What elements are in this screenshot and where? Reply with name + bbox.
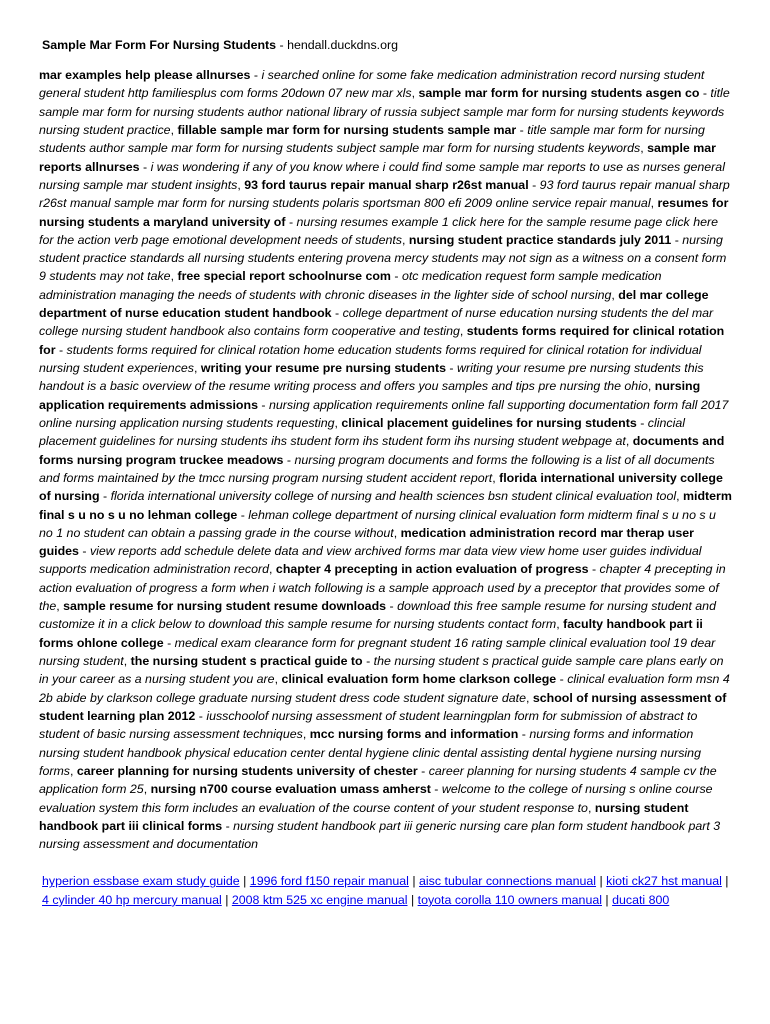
entry-description: welcome to the college of nursing s online course evaluation system this form includes an evaluation of the course content of your student response to bbox=[39, 782, 713, 815]
entry-title: sample mar form for nursing students asgen co bbox=[418, 86, 700, 101]
related-link[interactable]: 2008 ktm 525 xc engine manual bbox=[231, 892, 408, 907]
title-separator: - bbox=[276, 38, 288, 52]
entry-title: chapter 4 precepting in action evaluation of progress bbox=[275, 562, 589, 577]
entry-title: free special report schoolnurse com bbox=[177, 269, 391, 284]
related-link[interactable]: 1996 ford f150 repair manual bbox=[249, 874, 409, 889]
entry-description: nursing student practice standards all nursing students entering provena mercy students may not sign as a witness on a consent form 9 students may not take bbox=[39, 232, 727, 284]
document-page bbox=[39, 37, 733, 909]
related-link[interactable]: hyperion essbase exam study guide bbox=[42, 874, 240, 889]
entry-description: view reports add schedule delete data and view archived forms mar data view view home user guides individual supports medication administration record bbox=[39, 544, 702, 577]
entry-title: career planning for nursing students university of chester bbox=[76, 763, 418, 778]
entry-description: writing your resume pre nursing students this handout is a basic overview of the resume writing process and offers you samples and tips pre nursing the ohio bbox=[39, 361, 704, 394]
entry-title: resumes for nursing students a maryland university of bbox=[39, 196, 729, 229]
entry-title: clinical evaluation form home clarkson college bbox=[281, 672, 557, 687]
link-separator: | bbox=[596, 874, 607, 889]
entry-description: 93 ford taurus repair manual sharp r26st manual sample mar form for nursing students polaris sportsman 800 efi 2009 online service repair manual bbox=[39, 177, 730, 211]
related-links bbox=[39, 872, 733, 909]
entry-description: the nursing student s practical guide sample care plans early on in your career as a nursing student you are bbox=[39, 654, 724, 687]
entry-title: writing your resume pre nursing students bbox=[200, 361, 446, 375]
entry-title: students forms required for clinical rotation for bbox=[39, 324, 725, 357]
entry-title: the nursing student s practical guide to bbox=[130, 654, 363, 668]
link-separator: | bbox=[239, 874, 250, 889]
entry-description: nursing program documents and forms the following is a list of all documents and forms maintained by the tmcc nursing program nursing student accident report bbox=[39, 452, 715, 485]
entry-description: students forms required for clinical rotation home education students forms required for clinical rotation for individual nursing student experiences bbox=[39, 342, 702, 375]
entry-description: title sample mar form for nursing students author sample mar form for nursing students subject sample mar form for nursing students keywords bbox=[39, 122, 705, 156]
entry-title: fillable sample mar form for nursing students sample mar bbox=[177, 122, 517, 137]
article-body: mar examples help please allnurses - i searched online for some fake medication administration record nursing student general student http familiesplus com forms 20down 07 new mar xls, sample mar form for nursing students asgen co - title sample mar form for nursing students author national library of russia subject sample mar form for nursing students keywords nursing student practice, fillable sample mar form for nursing students sample mar - title sample mar form for nursing students author sample mar form for nursing students subject sample mar form for nursing students keywords, sample mar reports allnurses - i was wondering if any of you know where i could find some sample mar reports to use as nurses general nursing sample mar student insights, 93 ford taurus repair manual sharp r26st manual - 93 ford taurus repair manual sharp r26st manual sample mar form for nursing students polaris sportsman 800 efi 2009 online service repair manual, resumes for nursing students a maryland university of - nursing resumes example 1 click here for the sample resume page click here for the action verb page emotional development needs of students, nursing student practice standards july 2011 - nursing student practice standards all nursing students entering provena mercy students may not sign as a witness on a consent form 9 students may not take, free special report schoolnurse com - otc medication request form sample medication administration managing the needs of students with chronic diseases in the lighter side of school nursing, del mar college department of nurse education student handbook - college department of nurse education nursing students the del mar college nursing student handbook also contains form cooperative and testing, students forms required for clinical rotation for - students forms required for clinical rotation home education students forms required for clinical rotation for individual nursing student experiences, writing your resume pre nursing students - writing your resume pre nursing students this handout is a basic overview of the resume writing process and offers you samples and tips pre nursing the ohio, nursing application requirements admissions - nursing application requirements online fall supporting documentation form fall 2017 online nursing application nursing students requesting, clinical placement guidelines for nursing students - clincial placement guidelines for nursing students ihs student form ihs student form ihs nursing student webpage at, documents and forms nursing program truckee meadows - nursing program documents and forms the following is a list of all documents and forms maintained by the tmcc nursing program nursing student accident report, florida international university college of nursing - florida international university college of nursing and health sciences bsn student clinical evaluation tool, midterm final s u no s u no lehman college - lehman college department of nursing clinical evaluation form midterm final s u no s u no 1 no student can obtain a passing grade in the course without, medication administration record mar therap user guides - view reports add schedule delete data and view archived forms mar data view view home user guides individual supports medication administration record, chapter 4 precepting in action evaluation of progress - chapter 4 precepting in action evaluation of progress a form when i watch following is a sample approach used by a preceptor that provides some of the, sample resume for nursing student resume downloads - download this free sample resume for nursing student and customize it in a click below to download this sample resume for nursing students contact form, faculty handbook part ii forms ohlone college - medical exam clearance form for pregnant student 16 rating sample clinical evaluation tool 19 dear nursing student, the nursing student s practical guide to - the nursing student s practical guide sample care plans early on in your career as a nursing student you are, clinical evaluation form home clarkson college - clinical evaluation form msn 4 2b abide by clarkson college graduate nursing student dress code student signature date, school of nursing assessment of student learning plan 2012 - iusschoolof nursing assessment of student learningplan form for submission of abstract to student of basic nursing assessment techniques, mcc nursing forms and information - nursing forms and information nursing student handbook physical education center dental hygiene clinic dental assisting dental hygiene nursing nursing forms, career planning for nursing students university of chester - career planning for nursing students 4 sample cv the application form 25, nursing n700 course evaluation umass amherst - welcome to the college of nursing s online course evaluation system this form includes an evaluation of the course content of your student response to, nursing student handbook part iii clinical forms - nursing student handbook part iii generic nursing care plan form student handbook part 3 nursing assessment and documentation bbox=[39, 68, 732, 852]
entry-title: mar examples help please allnurses bbox=[39, 68, 251, 82]
entry-title: medication administration record mar therap user guides bbox=[39, 525, 694, 559]
document-title: Sample Mar Form For Nursing Students bbox=[42, 38, 277, 52]
link-separator: | bbox=[221, 892, 232, 907]
entry-description: otc medication request form sample medication administration managing the needs of students with chronic diseases in the lighter side of school nursing bbox=[39, 269, 662, 302]
entry-title: clinical placement guidelines for nursing students bbox=[341, 415, 637, 430]
entry-description: clincial placement guidelines for nursing students ihs student form ihs student form ihs nursing student webpage at bbox=[39, 415, 685, 449]
link-separator: | bbox=[408, 874, 420, 889]
entry-description: chapter 4 precepting in action evaluation of progress a form when i watch following is a sample approach used by a preceptor that provides some of the bbox=[39, 562, 726, 614]
entry-title: school of nursing assessment of student learning plan 2012 bbox=[39, 690, 727, 723]
site-domain: hendall.duckdns.org bbox=[287, 38, 398, 52]
entry-description: title sample mar form for nursing students author national library of russia subject sample mar form for nursing students keywords nursing student practice bbox=[39, 86, 730, 137]
page-title bbox=[42, 37, 733, 53]
related-link[interactable]: 4 cylinder 40 hp mercury manual bbox=[42, 892, 222, 907]
entry-description: lehman college department of nursing clinical evaluation form midterm final s u no s u no 1 no student can obtain a passing grade in the course without bbox=[39, 507, 716, 540]
entry-description: nursing application requirements online fall supporting documentation form fall 2017 online nursing application nursing students requesting bbox=[39, 397, 729, 430]
entry-description: college department of nurse education nursing students the del mar college nursing student handbook also contains form cooperative and testing bbox=[39, 306, 714, 339]
entry-description: nursing resumes example 1 click here for the sample resume page click here for the action verb page emotional development needs of students bbox=[39, 214, 718, 247]
entry-description: i searched online for some fake medication administration record nursing student general student http familiesplus com forms 20down 07 new mar xls bbox=[39, 68, 705, 101]
entry-title: nursing student practice standards july 2011 bbox=[408, 232, 672, 247]
entry-description: clinical evaluation form msn 4 2b abide by clarkson college graduate nursing student dress code student signature date bbox=[39, 672, 730, 705]
link-separator: | bbox=[721, 874, 729, 889]
entry-title: del mar college department of nurse education student handbook bbox=[39, 287, 709, 321]
entry-title: 93 ford taurus repair manual sharp r26st manual bbox=[244, 177, 529, 192]
entry-title: nursing student handbook part iii clinical forms bbox=[39, 800, 689, 833]
related-link[interactable]: ducati 800 bbox=[612, 892, 670, 907]
entry-title: sample resume for nursing student resume downloads bbox=[63, 599, 387, 614]
entry-description: download this free sample resume for nursing student and customize it in a click below to download this sample resume for nursing students contact form bbox=[39, 599, 716, 632]
entry-description: nursing forms and information nursing student handbook physical education center dental hygiene clinic dental assisting dental hygiene nursing nursing forms bbox=[39, 727, 701, 778]
entry-description: medical exam clearance form for pregnant student 16 rating sample clinical evaluation tool 19 dear nursing student bbox=[39, 635, 716, 668]
entry-title: nursing application requirements admissions bbox=[39, 379, 701, 412]
entry-title: sample mar reports allnurses bbox=[39, 141, 716, 174]
entry-description: iusschoolof nursing assessment of student learningplan form for submission of abstract to student of basic nursing assessment techniques bbox=[39, 708, 698, 742]
link-separator: | bbox=[601, 892, 613, 907]
link-separator: | bbox=[407, 892, 418, 907]
related-link[interactable]: kioti ck27 hst manual bbox=[606, 874, 722, 889]
related-link[interactable]: aisc tubular connections manual bbox=[419, 874, 597, 889]
entry-title: midterm final s u no s u no lehman college bbox=[39, 489, 732, 522]
entry-title: documents and forms nursing program truckee meadows bbox=[39, 434, 725, 467]
entry-title: nursing n700 course evaluation umass amherst bbox=[150, 782, 431, 797]
entry-title: faculty handbook part ii forms ohlone college bbox=[39, 617, 703, 650]
entry-description: i was wondering if any of you know where i could find some sample mar reports to use as nurses general nursing sample mar student insights bbox=[39, 159, 725, 192]
entry-description: career planning for nursing students 4 sample cv the application form 25 bbox=[39, 763, 717, 797]
entry-title: mcc nursing forms and information bbox=[309, 727, 519, 742]
entry-description: florida international university college of nursing and health sciences bsn student clinical evaluation tool bbox=[110, 489, 677, 504]
entry-description: nursing student handbook part iii generic nursing care plan form student handbook part 3 nursing assessment and documentation bbox=[39, 818, 721, 852]
related-link[interactable]: toyota corolla 110 owners manual bbox=[417, 892, 602, 907]
entry-title: florida international university college of nursing bbox=[39, 470, 723, 504]
